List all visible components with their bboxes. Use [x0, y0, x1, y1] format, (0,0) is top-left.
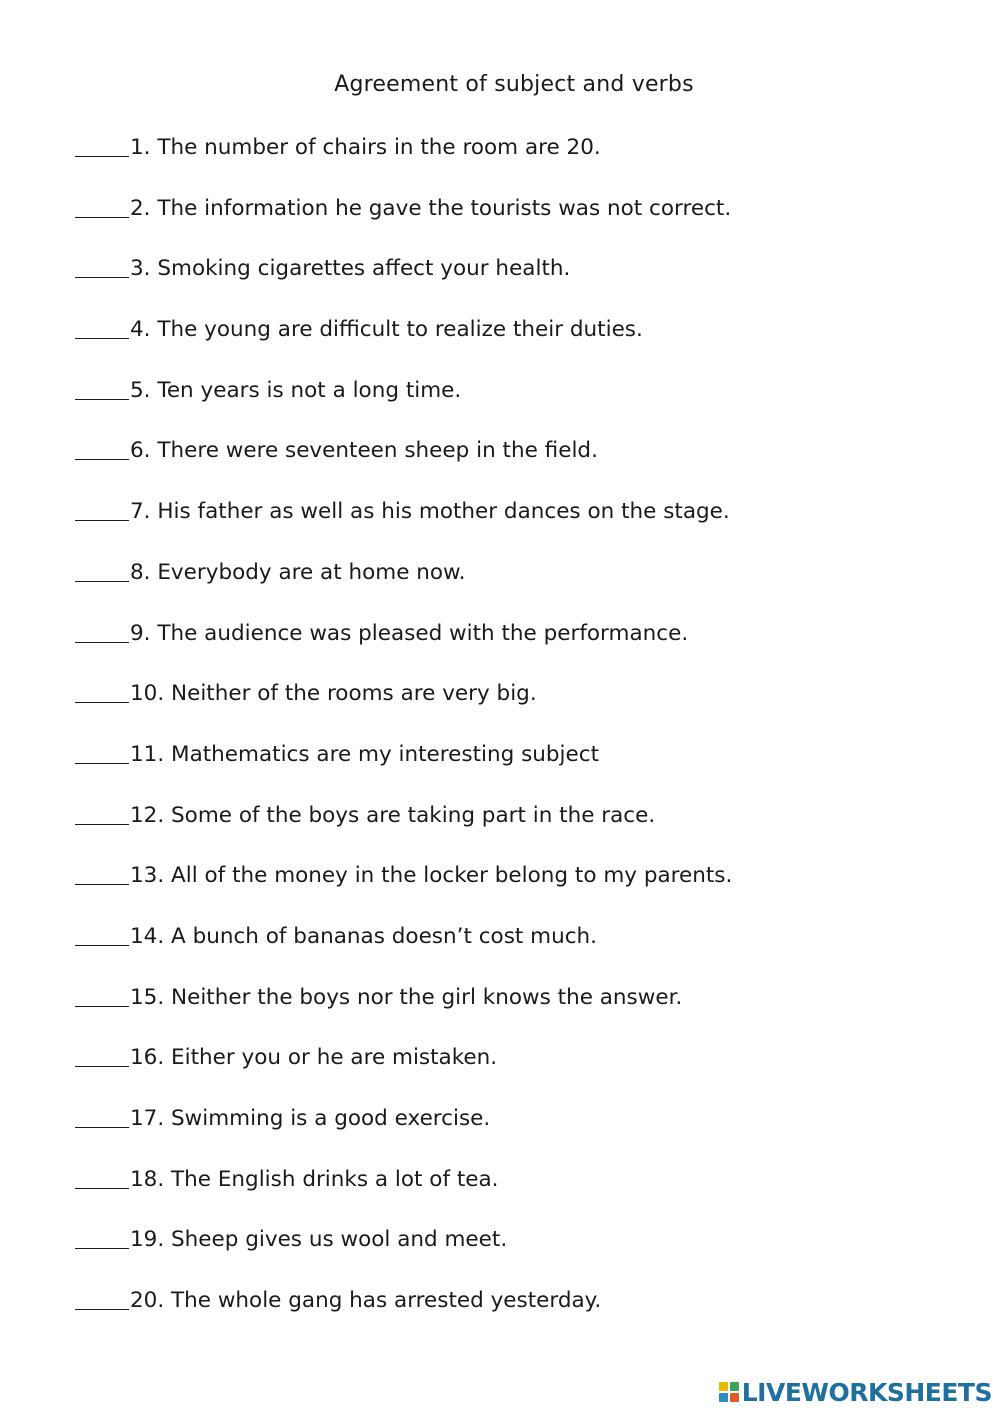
sentence-text: 11. Mathematics are my interesting subject	[130, 741, 600, 767]
answer-blank[interactable]	[75, 373, 129, 400]
answer-blank[interactable]	[75, 737, 129, 764]
answer-blank[interactable]	[75, 980, 129, 1007]
sentence-text: 7. His father as well as his mother dances on the stage.	[130, 499, 730, 525]
sentence-text: 20. The whole gang has arrested yesterday.	[130, 1288, 602, 1314]
sentence-text: 3. Smoking cigarettes affect your health.	[130, 256, 571, 282]
list-item	[75, 191, 955, 252]
sentence-text: 18. The English drinks a lot of tea.	[130, 1166, 499, 1192]
sentence-text: 9. The audience was pleased with the performance.	[130, 620, 689, 646]
list-item	[75, 555, 955, 616]
sentence-text: 10. Neither of the rooms are very big.	[130, 681, 537, 707]
answer-blank[interactable]	[75, 1040, 129, 1067]
sentence-text: 17. Swimming is a good exercise.	[130, 1106, 491, 1131]
answer-blank[interactable]	[75, 251, 129, 278]
sentence-text: 12. Some of the boys are taking part in the race.	[130, 802, 656, 828]
list-item	[75, 251, 955, 312]
logo-square-yellow	[719, 1382, 728, 1391]
list-item	[75, 616, 955, 677]
list-item	[75, 737, 955, 798]
sentence-text: 5. Ten years is not a long time.	[130, 377, 462, 403]
list-item	[75, 1162, 955, 1223]
list-item	[75, 1040, 955, 1101]
answer-blank[interactable]	[75, 1283, 129, 1310]
liveworksheets-logo-icon	[719, 1382, 739, 1402]
logo-text: LIVEWORKSHEETS	[741, 1377, 992, 1407]
sentence-text: 8. Everybody are at home now.	[130, 559, 466, 585]
list-item	[75, 494, 955, 555]
list-item	[75, 1101, 955, 1162]
answer-blank[interactable]	[75, 191, 129, 218]
sentence-text: 19. Sheep gives us wool and meet.	[130, 1227, 508, 1253]
exercise-list	[75, 130, 955, 1344]
sentence-text: 2. The information he gave the tourists was not correct.	[130, 195, 732, 221]
list-item	[75, 858, 955, 919]
logo-square-orange	[730, 1393, 739, 1402]
list-item	[75, 980, 955, 1041]
list-item	[75, 1222, 955, 1283]
logo-square-blue	[719, 1393, 728, 1402]
sentence-text: 16. Either you or he are mistaken.	[130, 1045, 498, 1071]
page-title: Agreement of subject and verbs	[334, 72, 694, 97]
answer-blank[interactable]	[75, 1162, 129, 1189]
sentence-text: 13. All of the money in the locker belong to my parents.	[130, 863, 733, 889]
answer-blank[interactable]	[75, 1101, 129, 1128]
list-item	[75, 1283, 955, 1344]
logo-square-green	[730, 1382, 739, 1391]
list-item	[75, 798, 955, 859]
answer-blank[interactable]	[75, 858, 129, 885]
answer-blank[interactable]	[75, 616, 129, 643]
answer-blank[interactable]	[75, 130, 129, 157]
answer-blank[interactable]	[75, 433, 129, 460]
list-item	[75, 433, 955, 494]
answer-blank[interactable]	[75, 494, 129, 521]
answer-blank[interactable]	[75, 1222, 129, 1249]
list-item	[75, 919, 955, 980]
answer-blank[interactable]	[75, 676, 129, 703]
list-item	[75, 312, 955, 373]
sentence-text: 6. There were seventeen sheep in the field.	[130, 438, 598, 464]
sentence-text: 15. Neither the boys nor the girl knows the answer.	[130, 984, 683, 1010]
list-item	[75, 130, 955, 191]
answer-blank[interactable]	[75, 919, 129, 946]
sentence-text: 1. The number of chairs in the room are 20.	[130, 135, 601, 160]
sentence-text: 14. A bunch of bananas doesn’t cost much.	[130, 923, 598, 949]
answer-blank[interactable]	[75, 555, 129, 582]
answer-blank[interactable]	[75, 312, 129, 339]
list-item	[75, 373, 955, 434]
list-item	[75, 676, 955, 737]
sentence-text: 4. The young are difficult to realize their duties.	[130, 317, 643, 343]
answer-blank[interactable]	[75, 798, 129, 825]
liveworksheets-logo[interactable]	[719, 1377, 992, 1407]
